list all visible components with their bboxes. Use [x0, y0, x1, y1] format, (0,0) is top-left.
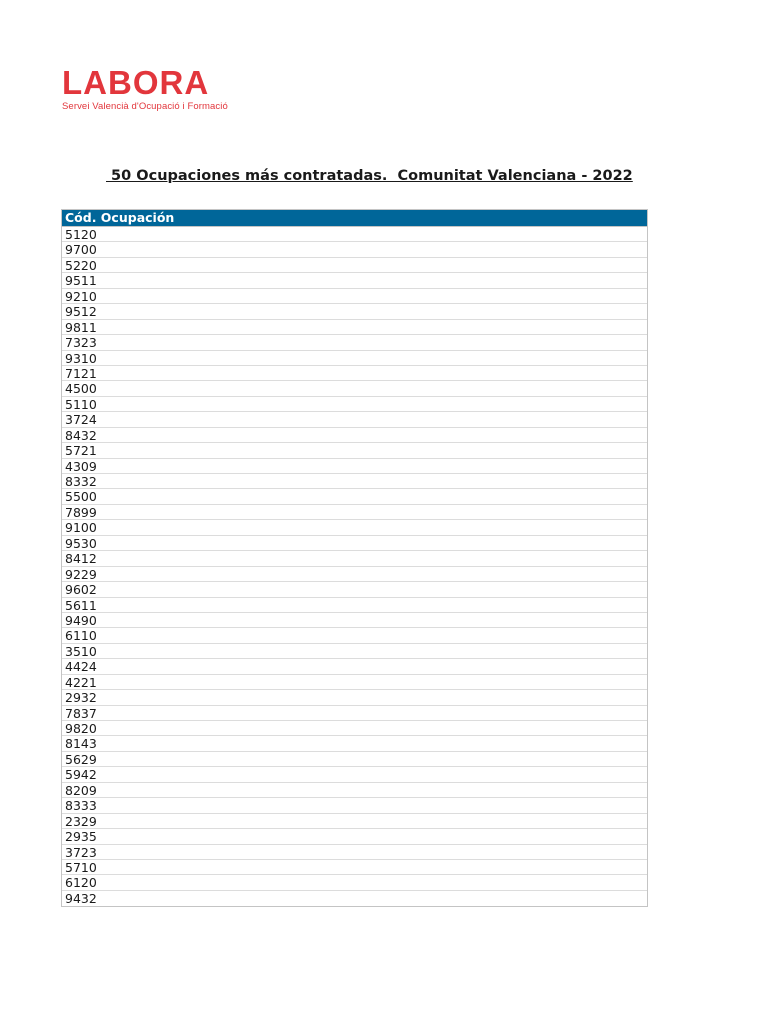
table-row: 2932 [62, 690, 647, 705]
table-row: 9229 [62, 567, 647, 582]
table-row: 7899 [62, 505, 647, 520]
table-row: 7323 [62, 335, 647, 350]
table-row: 7837 [62, 706, 647, 721]
table-row: 9602 [62, 582, 647, 597]
table-row: 4424 [62, 659, 647, 674]
page-title: 50 Ocupaciones más contratadas. Comunitat Valenciana - 2022 [106, 168, 633, 184]
table-row: 6110 [62, 628, 647, 643]
table-row: 9511 [62, 273, 647, 288]
table-row: 9530 [62, 536, 647, 551]
table-row: 2935 [62, 829, 647, 844]
table-row: 5611 [62, 598, 647, 613]
table-row: 4221 [62, 675, 647, 690]
logo-wordmark: LABORA [62, 64, 210, 101]
table-row: 9210 [62, 289, 647, 304]
table-row: 5500 [62, 489, 647, 504]
table-row: 9820 [62, 721, 647, 736]
table-row: 4500 [62, 381, 647, 396]
table-row: 5710 [62, 860, 647, 875]
table-row: 8432 [62, 428, 647, 443]
table-row: 9310 [62, 351, 647, 366]
table-row: 9490 [62, 613, 647, 628]
table-body [62, 227, 647, 906]
table-row: 2329 [62, 814, 647, 829]
table-row: 5110 [62, 397, 647, 412]
table-row: 3724 [62, 412, 647, 427]
table-row: 3510 [62, 644, 647, 659]
table-header: Cód. Ocupación [62, 210, 647, 227]
table-row: 9512 [62, 304, 647, 319]
table-row: 5942 [62, 767, 647, 782]
table-row: 9100 [62, 520, 647, 535]
table-row: 9432 [65, 890, 97, 906]
table-row: 8209 [62, 783, 647, 798]
table-row: 6120 [62, 875, 647, 890]
table-row: 8412 [62, 551, 647, 566]
table-row: 7121 [62, 366, 647, 381]
table-row: 8143 [62, 736, 647, 751]
table-row: 9700 [62, 242, 647, 257]
table-row: 5220 [62, 258, 647, 273]
table-row: 4309 [62, 459, 647, 474]
occupation-table [61, 209, 648, 907]
table-row: 8332 [62, 474, 647, 489]
table-row: 5721 [62, 443, 647, 458]
table-row: 3723 [62, 845, 647, 860]
logo-subtitle: Servei Valencià d'Ocupació i Formació [62, 101, 228, 112]
table-row: 9811 [62, 320, 647, 335]
labora-logo [62, 66, 228, 112]
table-row: 8333 [62, 798, 647, 813]
table-row: 5629 [62, 752, 647, 767]
table-row: 5120 [62, 227, 647, 242]
